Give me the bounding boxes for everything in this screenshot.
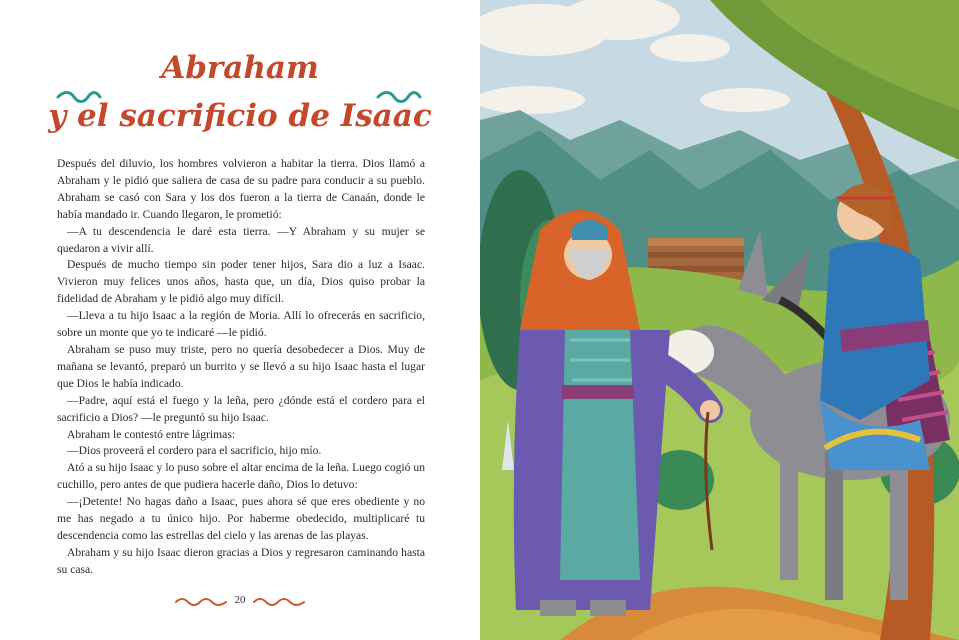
paragraph: Después de mucho tiempo sin poder tener hijos, Sara dio a luz a Isaac. Vivieron muy felices unos años, hasta que, un día, Dios quiso probar la fidelidad de Abraham y le pidió algo muy difícil. <box>57 258 425 306</box>
page-number: 20 <box>234 594 246 606</box>
paragraph: Abraham y su hijo Isaac dieron gracias a Dios y regresaron caminando hasta su casa. <box>57 545 425 576</box>
paragraph: Ató a su hijo Isaac y lo puso sobre el altar encima de la leña. Luego cogió un cuchillo, pero antes de que pudiera hacerle daño, Dios lo detuvo: <box>57 461 425 492</box>
orange-wave-right-ornament <box>252 597 306 607</box>
paragraph: —Lleva a tu hijo Isaac a la región de Moria. Allí lo ofrecerás en sacrificio, sobre un monte que yo te indicaré —le pidió. <box>57 309 425 340</box>
paragraph: Abraham le contestó entre lágrimas: <box>67 427 236 441</box>
paragraph: —A tu descendencia le daré esta tierra. —Y Abraham y su mujer se quedaron a vivir allí. <box>57 224 425 255</box>
abraham-isaac-donkey-illustration <box>480 0 959 640</box>
paragraph: —Dios proveerá el cordero para el sacrificio, hijo mío. <box>67 444 322 458</box>
paragraph: Abraham se puso muy triste, pero no quería desobedecer a Dios. Muy de mañana se levantó, preparó un burrito y se llevó a su hijo Isaac hasta el lugar que Dios le había indicado. <box>57 342 425 390</box>
page-title-line2: y el sacrificio de Isaac <box>48 98 432 134</box>
illustration-page <box>480 0 959 640</box>
paragraph: —¡Detente! No hagas daño a Isaac, pues ahora sé que eres obediente y no me has negado a tu único hijo. Por haberme obedecido, multiplicaré tu descendencia como las estrellas del cielo y las arenas de las playas. <box>57 495 425 542</box>
orange-wave-left-ornament <box>174 597 228 607</box>
paragraph: Después del diluvio, los hombres volvieron a habitar la tierra. Dios llamó a Abraham y le pidió que saliera de casa de su padre para conducir a su pueblo. Abraham se casó con Sara y los dos fueron a la tierra de Canaán, donde le había mandado ir. Cuando llegaron, le prometió: <box>57 157 425 221</box>
story-text <box>57 156 425 579</box>
page-title-line1: Abraham <box>161 50 319 86</box>
paragraph: —Padre, aquí está el fuego y la leña, pero ¿dónde está el cordero para el sacrificio a Dios? —le preguntó su hijo Isaac. <box>57 393 425 424</box>
